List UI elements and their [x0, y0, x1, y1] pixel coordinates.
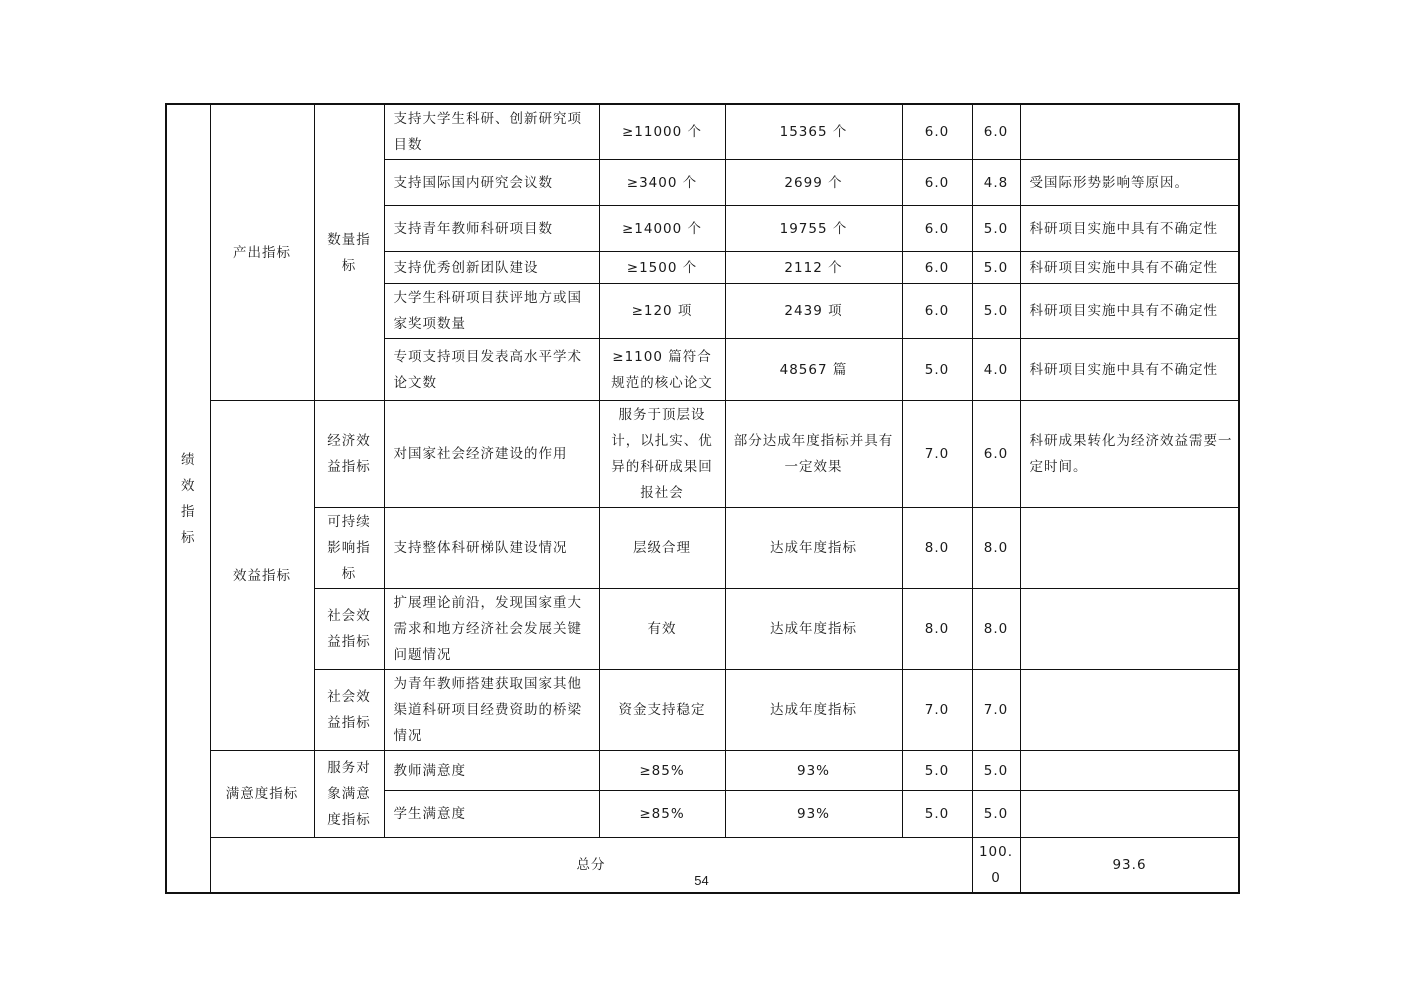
level3-cell: 可持续影响指标	[314, 508, 384, 589]
note-cell	[1020, 508, 1239, 589]
note-cell	[1020, 751, 1239, 791]
level3-cell: 数量指标	[314, 104, 384, 401]
note-cell: 科研成果转化为经济效益需要一定时间。	[1020, 401, 1239, 508]
weight-value: 6.0	[902, 206, 972, 252]
indicator-name: 教师满意度	[384, 751, 599, 791]
indicator-name: 大学生科研项目获评地方或国家奖项数量	[384, 284, 599, 339]
weight-value: 5.0	[902, 339, 972, 401]
score-value: 5.0	[972, 751, 1020, 791]
weight-value: 8.0	[902, 508, 972, 589]
table-row	[166, 589, 1239, 670]
level3-cell: 社会效益指标	[314, 589, 384, 670]
indicator-name: 支持整体科研梯队建设情况	[384, 508, 599, 589]
indicator-name: 扩展理论前沿，发现国家重大需求和地方经济社会发展关键问题情况	[384, 589, 599, 670]
note-cell	[1020, 791, 1239, 838]
score-value: 6.0	[972, 104, 1020, 160]
target-value: ≥85%	[599, 751, 725, 791]
score-value: 5.0	[972, 284, 1020, 339]
level3-cell: 服务对象满意度指标	[314, 751, 384, 838]
actual-value: 15365 个	[725, 104, 902, 160]
actual-value: 达成年度指标	[725, 670, 902, 751]
target-value: ≥11000 个	[599, 104, 725, 160]
note-cell: 科研项目实施中具有不确定性	[1020, 284, 1239, 339]
indicator-name: 对国家社会经济建设的作用	[384, 401, 599, 508]
actual-value: 达成年度指标	[725, 508, 902, 589]
note-cell	[1020, 589, 1239, 670]
actual-value: 19755 个	[725, 206, 902, 252]
weight-value: 7.0	[902, 670, 972, 751]
note-cell	[1020, 670, 1239, 751]
target-value: ≥14000 个	[599, 206, 725, 252]
score-value: 4.8	[972, 160, 1020, 206]
benefit-indicator-cell: 效益指标	[210, 401, 314, 751]
indicator-name: 支持大学生科研、创新研究项目数	[384, 104, 599, 160]
score-value: 5.0	[972, 791, 1020, 838]
indicator-name: 为青年教师搭建获取国家其他渠道科研项目经费资助的桥梁情况	[384, 670, 599, 751]
target-value: ≥1100 篇符合规范的核心论文	[599, 339, 725, 401]
target-value: ≥1500 个	[599, 252, 725, 284]
score-value: 8.0	[972, 508, 1020, 589]
note-cell: 科研项目实施中具有不确定性	[1020, 339, 1239, 401]
actual-value: 2699 个	[725, 160, 902, 206]
actual-value: 2439 项	[725, 284, 902, 339]
target-value: ≥3400 个	[599, 160, 725, 206]
output-indicator-cell: 产出指标	[210, 104, 314, 401]
total-label: 总分	[210, 838, 972, 894]
table-row	[166, 401, 1239, 508]
weight-value: 5.0	[902, 791, 972, 838]
total-score: 93.6	[1020, 838, 1239, 894]
weight-value: 7.0	[902, 401, 972, 508]
weight-value: 6.0	[902, 252, 972, 284]
score-value: 8.0	[972, 589, 1020, 670]
performance-indicator-table	[165, 103, 1240, 894]
note-cell	[1020, 104, 1239, 160]
actual-value: 2112 个	[725, 252, 902, 284]
weight-value: 8.0	[902, 589, 972, 670]
weight-value: 6.0	[902, 160, 972, 206]
actual-value: 部分达成年度指标并具有一定效果	[725, 401, 902, 508]
note-cell: 科研项目实施中具有不确定性	[1020, 252, 1239, 284]
total-weight: 100.0	[972, 838, 1020, 894]
indicator-name: 支持青年教师科研项目数	[384, 206, 599, 252]
note-cell: 受国际形势影响等原因。	[1020, 160, 1239, 206]
note-cell: 科研项目实施中具有不确定性	[1020, 206, 1239, 252]
actual-value: 48567 篇	[725, 339, 902, 401]
indicator-name: 专项支持项目发表高水平学术论文数	[384, 339, 599, 401]
level3-cell: 社会效益指标	[314, 670, 384, 751]
indicator-name: 学生满意度	[384, 791, 599, 838]
weight-value: 5.0	[902, 751, 972, 791]
level3-cell: 经济效益指标	[314, 401, 384, 508]
score-value: 5.0	[972, 206, 1020, 252]
level1-cell: 绩效指标	[166, 104, 210, 893]
actual-value: 达成年度指标	[725, 589, 902, 670]
page-number: 54	[694, 873, 709, 888]
actual-value: 93%	[725, 751, 902, 791]
score-value: 7.0	[972, 670, 1020, 751]
weight-value: 6.0	[902, 284, 972, 339]
score-value: 4.0	[972, 339, 1020, 401]
table-row	[166, 670, 1239, 751]
satisfaction-indicator-cell: 满意度指标	[210, 751, 314, 838]
target-value: 层级合理	[599, 508, 725, 589]
target-value: ≥85%	[599, 791, 725, 838]
table-row	[166, 508, 1239, 589]
target-value: 服务于顶层设计，以扎实、优异的科研成果回报社会	[599, 401, 725, 508]
score-value: 6.0	[972, 401, 1020, 508]
score-value: 5.0	[972, 252, 1020, 284]
target-value: ≥120 项	[599, 284, 725, 339]
target-value: 有效	[599, 589, 725, 670]
table-row	[166, 751, 1239, 791]
indicator-name: 支持国际国内研究会议数	[384, 160, 599, 206]
actual-value: 93%	[725, 791, 902, 838]
weight-value: 6.0	[902, 104, 972, 160]
table-row	[166, 104, 1239, 160]
indicator-name: 支持优秀创新团队建设	[384, 252, 599, 284]
target-value: 资金支持稳定	[599, 670, 725, 751]
